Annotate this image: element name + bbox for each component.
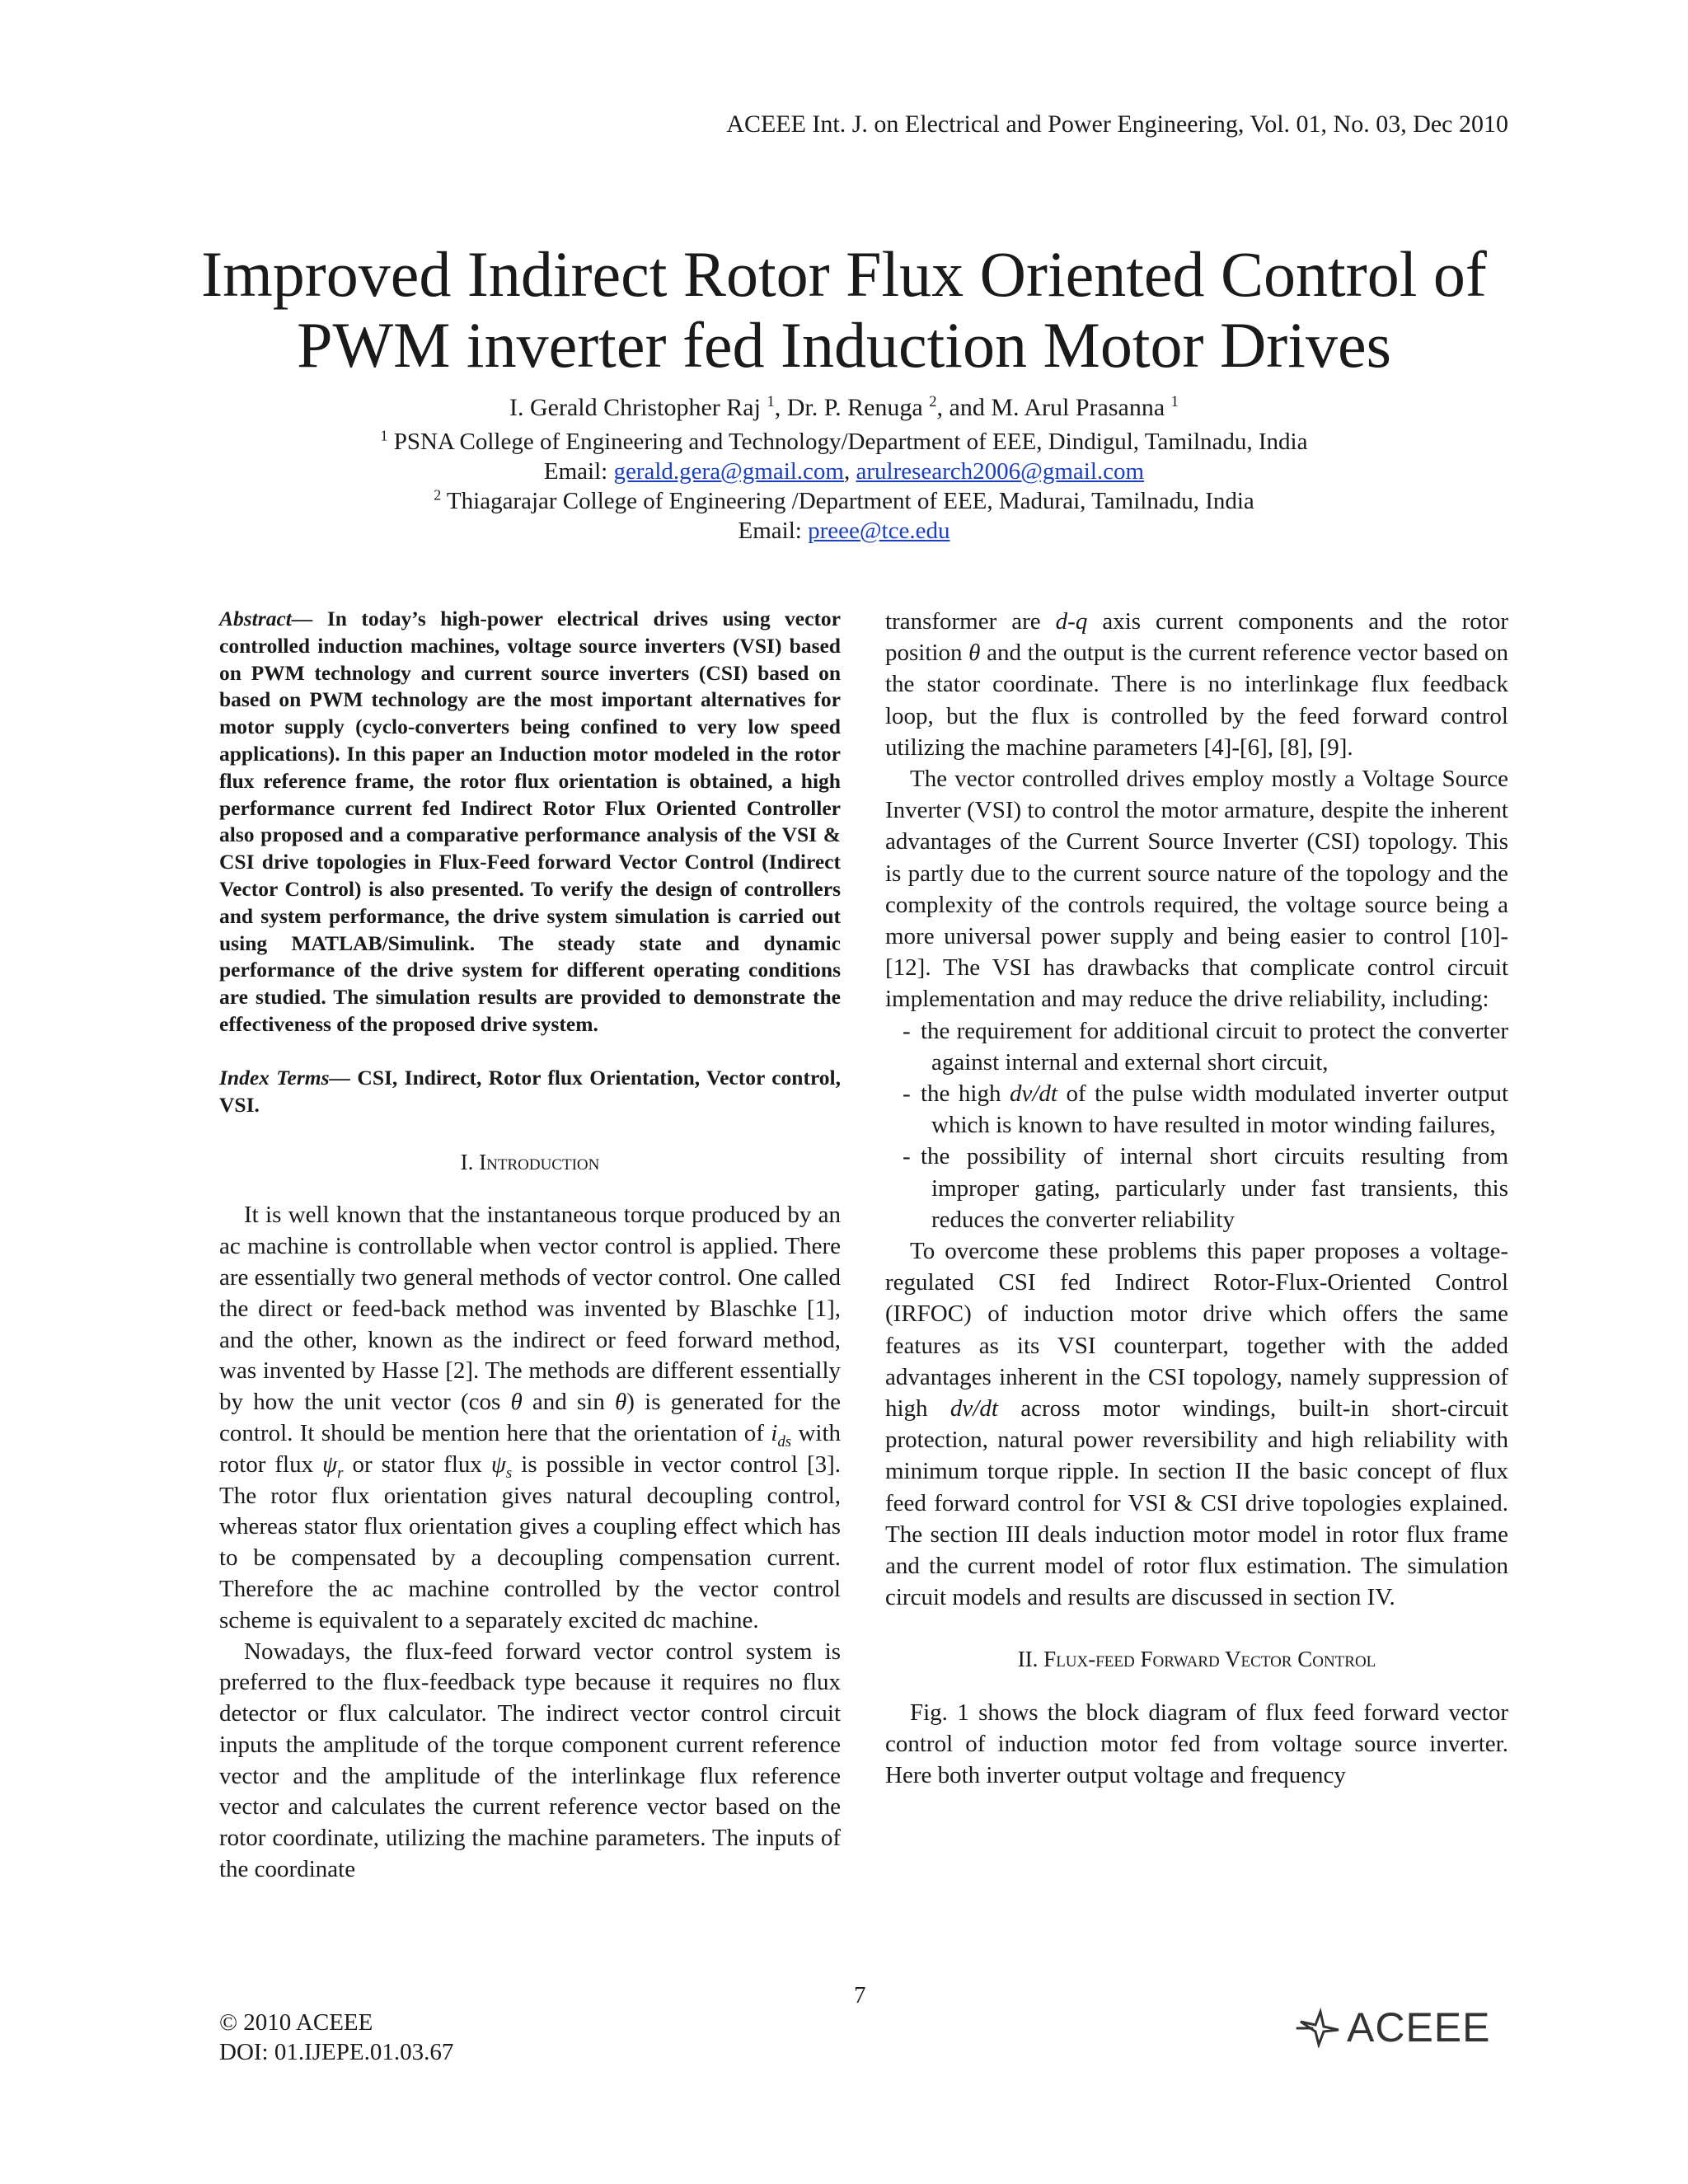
author-list <box>124 394 1564 422</box>
abstract-label: Abstract— <box>219 607 313 630</box>
subscript-r: r <box>337 1464 344 1482</box>
email-label-1: Email: <box>543 458 608 485</box>
list-item-text: the high <box>921 1080 1001 1108</box>
list-item-text: the requirement for additional circuit to protect the converter against internal and external short circuit, <box>921 1017 1508 1076</box>
affiliation-2 <box>124 486 1564 516</box>
author-2: , Dr. P. Renuga <box>774 394 923 421</box>
text-run: or stator flux <box>352 1451 482 1478</box>
aceee-logo <box>1296 2003 1512 2052</box>
list-item-text: the possibility of internal short circuits resulting from improper gating, particularly under fast transients, this reduces the converter reliability <box>921 1143 1508 1233</box>
index-terms-text: CSI, Indirect, Rotor flux Orientation, Vector control, VSI. <box>219 1065 842 1117</box>
symbol-psi: ψ <box>322 1451 338 1478</box>
affiliation-2-text: Thiagarajar College of Engineering /Department of EEE, Madurai, Tamilnadu, India <box>446 488 1254 514</box>
list-item-text: of the pulse width modulated inverter output which is known to have resulted in motor winding failures, <box>931 1080 1509 1139</box>
email-link-1[interactable]: gerald.gera@gmail.com <box>613 458 844 485</box>
abstract <box>219 606 841 1038</box>
section-heading-flux-feed-forward <box>885 1647 1508 1672</box>
author-2-affiliation-mark: 2 <box>929 393 937 410</box>
symbol-psi-r <box>322 1451 344 1482</box>
page-number: 7 <box>854 1982 866 2008</box>
symbol-i: i <box>771 1419 778 1446</box>
symbol-psi: ψ <box>490 1451 506 1478</box>
text-run: with rotor flux <box>219 1419 842 1478</box>
text-run: and sin <box>532 1389 605 1416</box>
doi: DOI: 01.IJEPE.01.03.67 <box>219 2039 454 2065</box>
affiliation-2-email <box>124 516 1564 546</box>
subscript-ds: ds <box>777 1432 792 1451</box>
symbol-theta: θ <box>968 640 981 667</box>
vsi-drawbacks-list <box>885 1015 1508 1235</box>
section-2-title: Flux-feed Forward Vector Control <box>1043 1646 1376 1671</box>
symbol-ids <box>771 1419 792 1451</box>
title-line-1: Improved Indirect Rotor Flux Oriented Control of <box>201 238 1487 310</box>
paper-title <box>124 239 1564 381</box>
bullet-dash: - <box>903 1017 911 1044</box>
email-link-2[interactable]: arulresearch2006@gmail.com <box>856 458 1145 485</box>
star-icon <box>1296 2007 1343 2048</box>
section-2-number: II. <box>1017 1646 1039 1671</box>
section-heading-introduction <box>219 1150 841 1175</box>
affiliation-1-emails <box>124 457 1564 486</box>
symbol-theta: θ <box>615 1389 627 1416</box>
index-terms <box>219 1065 841 1119</box>
section-2-paragraph-1: Fig. 1 shows the block diagram of flux feed forward vector control of induction motor fed from voltage source inverter. Here both inverter output voltage and frequency <box>885 1699 1508 1788</box>
email-label-2: Email: <box>738 518 802 544</box>
affiliation-1-mark: 1 <box>380 427 388 444</box>
text-run: To overcome these problems this paper proposes a voltage-regulated CSI fed Indirect Rotor-Flux-Oriented Control (IRFOC) of induction motor drive which offers the same features as its VSI counterpart, together with the added advantages inherent in the CSI topology, namely suppression of high <box>885 1238 1508 1422</box>
intro-paragraph-1 <box>219 1200 841 1636</box>
affiliation-1 <box>124 427 1564 457</box>
intro-paragraph-3: The vector controlled drives employ mostly a Voltage Source Inverter (VSI) to control the motor armature, despite the inherent advantages of the Current Source Inverter (CSI) topology. This is partly due to the current source nature of the topology and the complexity of the controls required, the voltage source being a more universal power supply and being easier to control [10]-[12]. The VSI has drawbacks that complicate control circuit implementation and may reduce the drive reliability, including: <box>885 766 1508 1013</box>
right-column <box>885 606 1508 1791</box>
text-run: ) is generated for the control. It should be mention here that the orientation of <box>219 1389 842 1446</box>
symbol-theta: θ <box>510 1389 523 1416</box>
symbol-dvdt: dv/dt <box>1009 1080 1057 1108</box>
text-run: across motor windings, built-in short-circuit protection, natural power reversibility and high reliability with minimum torque ripple. In section II the basic concept of flux feed forward control for VSI & CSI drive topologies explained. The section III deals induction motor model in rotor flux frame and the current model of rotor flux estimation. The simulation circuit models and results are discussed in section IV. <box>885 1395 1509 1611</box>
text-run: It is well known that the instantaneous torque produced by an ac machine is controllable when vector control is applied. There are essentially two general methods of vector control. One called the direct or feed-back method was invented by Blaschke [1], and the other, known as the indirect or feed forward method, was invented by Hasse [2]. The methods are different essentially by how the unit vector (cos <box>219 1202 841 1416</box>
author-1-affiliation-mark: 1 <box>767 393 775 410</box>
email-separator: , <box>844 458 851 485</box>
symbol-dq: d-q <box>1055 608 1088 635</box>
abstract-text: In today’s high-power electrical drives using vector controlled induction machines, voltage source inverters (VSI) based on PWM technology and current source inverters (CSI) based on based on PWM technology are the most important alternatives for motor supply (cyclo-converters being confined to very low speed applications). In this paper an Induction motor modeled in the rotor flux reference frame, the rotor flux orientation is obtained, a high performance current fed Indirect Rotor Flux Oriented Controller also proposed and a comparative performance analysis of the VSI & CSI drive topologies in Flux-Feed forward Vector Control (Indirect Vector Control) is also presented. To verify the design of controllers and system performance, the drive system simulation is carried out using MATLAB/Simulink. The steady state and dynamic performance of the drive system for different operating conditions are studied. The simulation results are provided to demonstrate the effectiveness of the proposed drive system. <box>219 607 841 1036</box>
intro-paragraph-2-continued <box>885 606 1508 763</box>
intro-paragraph-2: Nowadays, the flux-feed forward vector control system is preferred to the flux-feedback type because it requires no flux detector or flux calculator. The indirect vector control circuit inputs the amplitude of the torque component current reference vector and the amplitude of the interlinkage flux reference vector and calculates the current reference vector based on the rotor coordinate, utilizing the machine parameters. The inputs of the coordinate <box>219 1638 841 1883</box>
intro-paragraph-4 <box>885 1235 1508 1613</box>
text-run: transformer are <box>885 608 1041 635</box>
list-item <box>885 1015 1508 1078</box>
list-item <box>885 1078 1508 1141</box>
logo-text: ACEEE <box>1347 2004 1491 2050</box>
bullet-dash: - <box>903 1143 911 1170</box>
left-column <box>219 606 841 1886</box>
author-3: , and M. Arul Prasanna <box>936 394 1165 421</box>
affiliation-1-text: PSNA College of Engineering and Technology/Department of EEE, Dindigul, Tamilnadu, India <box>393 429 1308 455</box>
symbol-psi-s <box>490 1451 513 1482</box>
email-link-3[interactable]: preee@tce.edu <box>808 518 950 544</box>
list-item <box>885 1141 1508 1235</box>
affiliation-2-mark: 2 <box>434 486 442 504</box>
text-run: is possible in vector control [3]. The rotor flux orientation gives natural decoupling control, whereas stator flux orientation gives a coupling effect which has to be compensated by a decoupling compensation current. Therefore the ac machine controlled by the vector control scheme is equivalent to a separately excited dc machine. <box>219 1451 842 1633</box>
bullet-dash: - <box>903 1080 911 1108</box>
author-3-affiliation-mark: 1 <box>1170 393 1179 410</box>
text-run: axis current components and the rotor position <box>885 608 1508 667</box>
section-1-number: I. <box>460 1150 474 1175</box>
section-1-title: Introduction <box>479 1150 600 1175</box>
running-header: ACEEE Int. J. on Electrical and Power Engineering, Vol. 01, No. 03, Dec 2010 <box>726 110 1508 138</box>
title-line-2: PWM inverter fed Induction Motor Drives <box>297 309 1391 381</box>
index-terms-label: Index Terms— <box>219 1065 351 1090</box>
copyright-notice: © 2010 ACEEE <box>219 2009 373 2036</box>
text-run: and the output is the current reference vector based on the stator coordinate. There is no interlinkage flux feedback loop, but the flux is controlled by the feed forward control utilizing the machine parameters [4]-[6], [8], [9]. <box>885 640 1509 761</box>
symbol-dvdt: dv/dt <box>950 1395 998 1422</box>
author-1: I. Gerald Christopher Raj <box>509 394 761 421</box>
subscript-s: s <box>505 1464 513 1482</box>
